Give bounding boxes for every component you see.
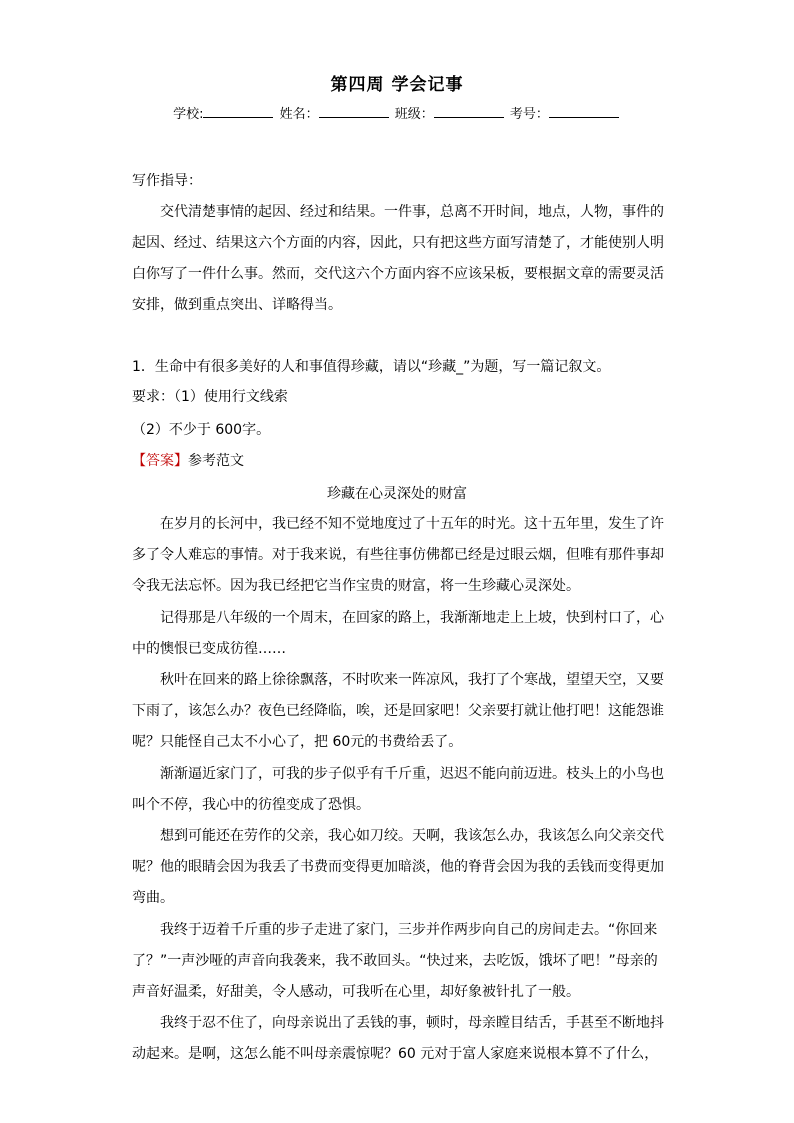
essay-line: 我终于忍不住了，向母亲说出了丢钱的事，顿时，母亲瞠目结舌，手甚至不断地抖 — [160, 1015, 664, 1031]
essay-line: 呢？只能怪自己太不小心了，把 60元的书费给丢了。 — [132, 734, 463, 750]
exam-number-label: 考号： — [509, 107, 549, 122]
essay-line: 下雨了，该怎么办？夜色已经降临，唉，还是回家吧！父亲要打就让他打吧！这能怨谁 — [132, 703, 664, 719]
exam-number-blank[interactable] — [549, 105, 619, 118]
class-label: 班级： — [394, 107, 434, 122]
essay-line: 令我无法忘怀。因为我已经把它当作宝贵的财富，将一生珍藏心灵深处。 — [132, 578, 580, 594]
answer-tag: 【答案】 — [132, 453, 188, 469]
guide-line: 白你写了一件什么事。然而，交代这六个方面内容不应该呆板，要根据文章的需要灵活 — [132, 266, 664, 282]
guide-label: 写作指导： — [132, 173, 202, 189]
essay-line: 想到可能还在劳作的父亲，我心如刀绞。天啊，我该怎么办，我该怎么向父亲交代 — [160, 828, 664, 844]
school-label: 学校: — [173, 107, 204, 122]
guide-line: 交代清楚事情的起因、经过和结果。一件事，总离不开时间，地点，人物，事件的 — [160, 204, 664, 220]
essay-line: 我终于迈着千斤重的步子走进了家门，三步并作两步向自己的房间走去。“你回来 — [160, 922, 658, 938]
essay-line: 声音好温柔，好甜美，令人感动，可我听在心里，却好象被针扎了一般。 — [132, 984, 580, 1000]
essay-line: 记得那是八年级的一个周末，在回家的路上，我渐渐地走上上坡，快到村口了，心 — [160, 610, 664, 626]
name-label: 姓名： — [279, 107, 319, 122]
essay-line: 弯曲。 — [132, 890, 174, 906]
guide-line: 安排，做到重点突出、详略得当。 — [132, 297, 342, 313]
essay-line: 多了令人难忘的事情。对于我来说，有些往事仿佛都已经是过眼云烟，但唯有那件事却 — [132, 547, 664, 563]
essay-line: 了？”一声沙哑的声音向我袭来，我不敢回头。“快过来，去吃饭，饿坏了吧！”母亲的 — [132, 953, 658, 969]
essay-line: 渐渐逼近家门了，可我的步子似乎有千斤重，迟迟不能向前迈进。枝头上的小鸟也 — [160, 766, 664, 782]
requirement-2: （2）不少于 600字。 — [132, 422, 271, 438]
answer-heading — [132, 451, 244, 471]
essay-title: 珍藏在心灵深处的财富 — [327, 486, 467, 502]
essay-line: 呢？他的眼睛会因为我丢了书费而变得更加暗淡，他的脊背会因为我的丢钱而变得更加 — [132, 859, 664, 875]
class-blank[interactable] — [434, 105, 504, 118]
question-prompt: 1．生命中有很多美好的人和事值得珍藏，请以“珍藏_”为题，写一篇记叙文。 — [132, 359, 611, 375]
essay-line: 叫个不停，我心中的彷徨变成了恐惧。 — [132, 797, 370, 813]
essay-line: 动起来。是啊，这怎么能不叫母亲震惊呢？60 元对于富人家庭来说根本算不了什么， — [132, 1046, 659, 1062]
essay-line: 中的懊恨已变成彷徨…… — [132, 641, 286, 657]
school-blank[interactable] — [203, 105, 273, 118]
guide-line: 起因、经过、结果这六个方面的内容，因此，只有把这些方面写清楚了，才能使别人明 — [132, 235, 664, 251]
page-title: 第四周 学会记事 — [330, 75, 464, 95]
requirement-1: 要求：（1）使用行文线索 — [132, 389, 288, 405]
answer-label: 参考范文 — [188, 453, 244, 469]
student-info-line — [0, 103, 794, 122]
name-blank[interactable] — [319, 105, 389, 118]
essay-line: 在岁月的长河中，我已经不知不觉地度过了十五年的时光。这十五年里，发生了许 — [160, 516, 664, 532]
essay-line: 秋叶在回来的路上徐徐飘落，不时吹来一阵凉风，我打了个寒战，望望天空，又要 — [160, 672, 664, 688]
